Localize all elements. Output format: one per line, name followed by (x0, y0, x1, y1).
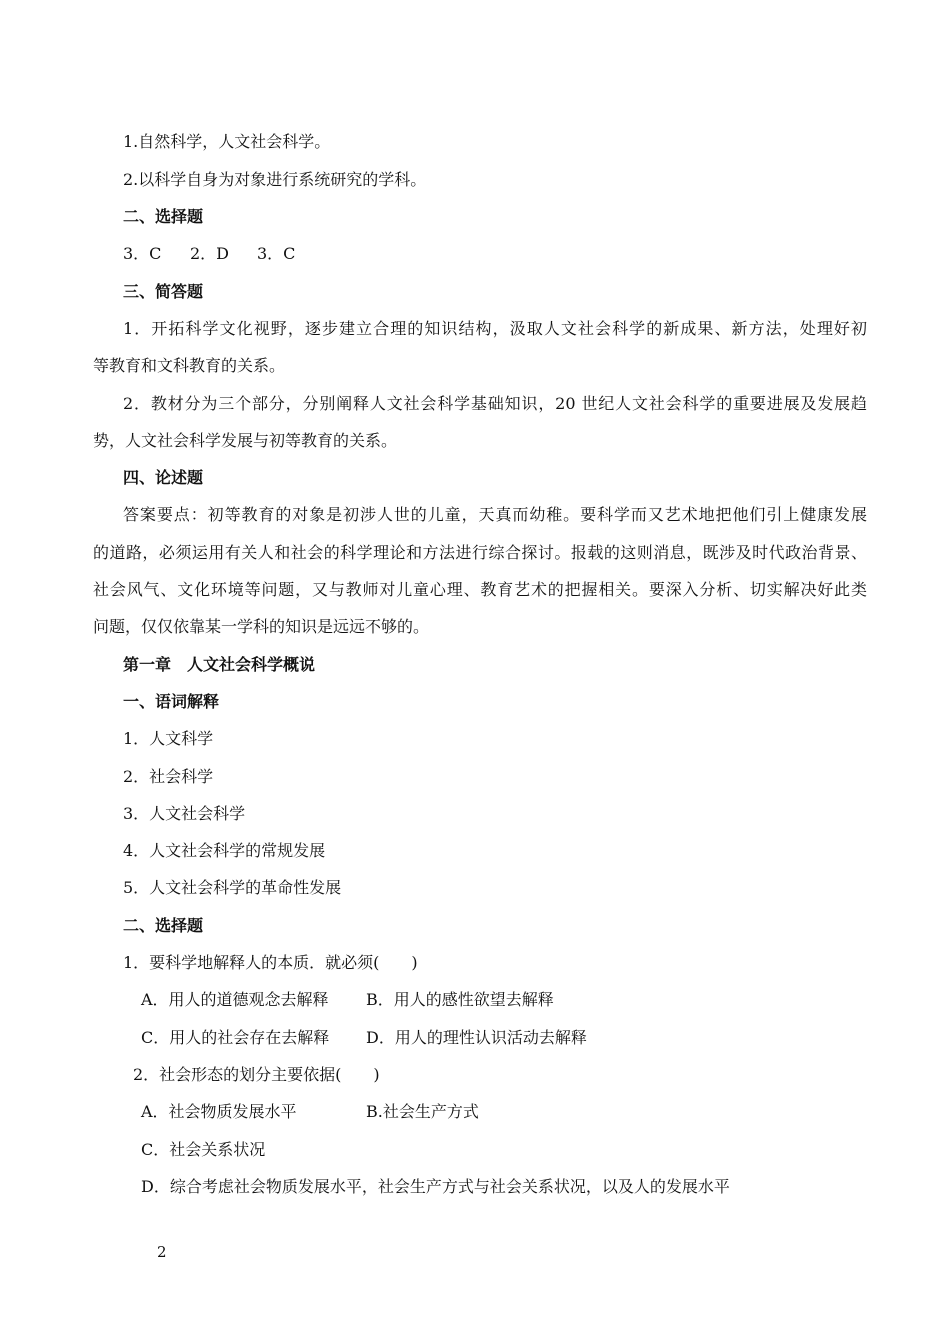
paragraph-line: 1．开拓科学文化视野，逐步建立合理的知识结构，汲取人文社会科学的新成果、新方法，处理好初 (123, 319, 867, 338)
choice-answer: 3．C (257, 244, 296, 263)
option-b: B.社会生产方式 (366, 1102, 479, 1121)
choice-answer: 3．C (123, 244, 162, 263)
paragraph-line: 问题，仅仅依靠某一学科的知识是远远不够的。 (93, 617, 430, 636)
option-d: D．用人的理性认识活动去解释 (366, 1028, 587, 1047)
section-heading: 二、选择题 (123, 916, 204, 935)
paragraph-line: 等教育和文科教育的关系。 (93, 356, 286, 375)
term-item: 5．人文社会科学的革命性发展 (123, 878, 342, 897)
term-item: 4．人文社会科学的常规发展 (123, 841, 326, 860)
choice-answer: 2．D (190, 244, 230, 263)
term-item: 3．人文社会科学 (123, 804, 246, 823)
question-stem: 2．社会形态的划分主要依据( ) (133, 1065, 380, 1084)
option-d: D．综合考虑社会物质发展水平，社会生产方式与社会关系状况，以及人的发展水平 (141, 1177, 730, 1196)
section-heading: 三、简答题 (123, 282, 204, 301)
option-c: C．用人的社会存在去解释 (141, 1028, 330, 1047)
option-a: A．社会物质发展水平 (141, 1102, 297, 1121)
paragraph-line: 2．教材分为三个部分，分别阐释人文社会科学基础知识，20 世纪人文社会科学的重要进展及发展趋 (123, 394, 867, 413)
paragraph-line: 社会风气、文化环境等问题，又与教师对儿童心理、教育艺术的把握相关。要深入分析、切实解决好此类 (93, 580, 867, 599)
paragraph-line: 答案要点：初等教育的对象是初涉人世的儿童，天真而幼稚。要科学而又艺术地把他们引上健康发展 (123, 505, 867, 524)
answer-line: 2.以科学自身为对象进行系统研究的学科。 (123, 170, 427, 189)
option-a: A．用人的道德观念去解释 (141, 990, 329, 1009)
option-b: B．用人的感性欲望去解释 (366, 990, 554, 1009)
term-item: 2．社会科学 (123, 767, 214, 786)
question-stem: 1．要科学地解释人的本质．就必须( ) (123, 953, 418, 972)
paragraph-line: 的道路，必须运用有关人和社会的科学理论和方法进行综合探讨。报载的这则消息，既涉及时代政治背景、 (93, 543, 867, 562)
page-number: 2 (157, 1243, 167, 1261)
section-heading: 四、论述题 (123, 468, 204, 487)
paragraph-line: 势，人文社会科学发展与初等教育的关系。 (93, 431, 398, 450)
section-heading: 二、选择题 (123, 207, 204, 226)
term-item: 1．人文科学 (123, 729, 214, 748)
answer-line: 1.自然科学，人文社会科学。 (123, 132, 331, 151)
option-c: C．社会关系状况 (141, 1140, 266, 1159)
chapter-title: 第一章 人文社会科学概说 (123, 655, 316, 674)
section-heading: 一、语词解释 (123, 692, 220, 711)
